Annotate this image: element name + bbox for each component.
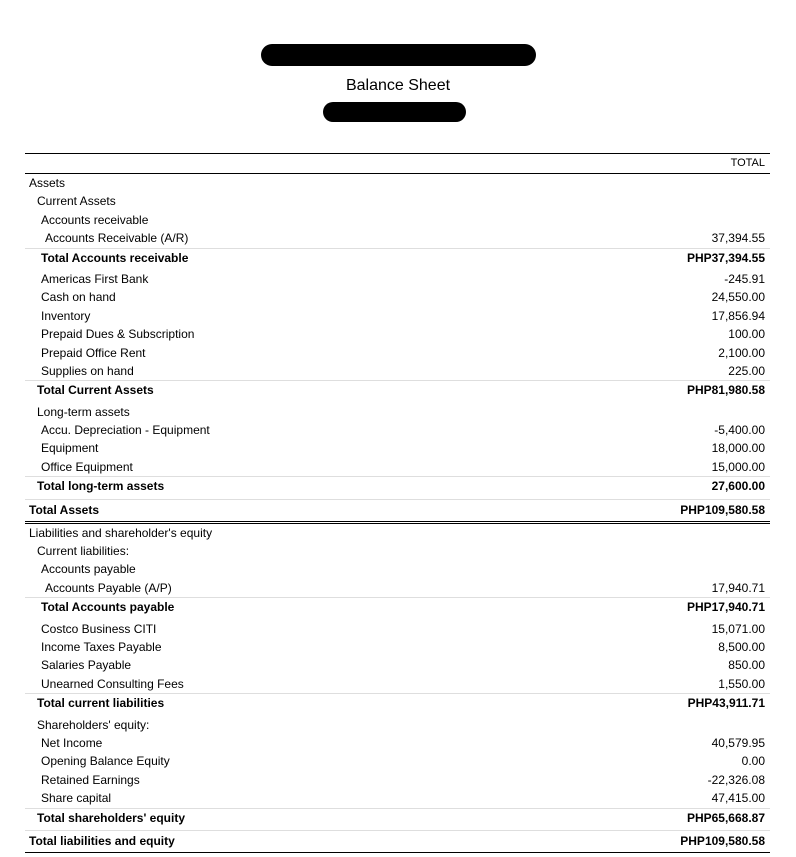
row-amount: 15,071.00 (711, 621, 765, 636)
table-row (25, 638, 770, 656)
row-amount: -5,400.00 (714, 423, 765, 438)
subtotal-row (25, 597, 770, 616)
row-label: Total shareholders' equity (37, 810, 185, 825)
row-label: Inventory (41, 308, 91, 323)
row-amount: 850.00 (728, 658, 765, 673)
redacted-report-date (323, 102, 466, 122)
row-label: Office Equipment (41, 459, 133, 474)
row-amount: 0.00 (741, 754, 765, 769)
row-label: Total Accounts receivable (41, 250, 189, 265)
row-amount: PHP17,940.71 (686, 600, 765, 615)
row-label: Total Assets (29, 502, 100, 517)
row-amount: 17,940.71 (711, 580, 765, 595)
row-label: Total liabilities and equity (29, 833, 175, 848)
row-label: Equipment (41, 441, 99, 456)
current-liabilities-heading: Current liabilities: (37, 544, 130, 559)
subtotal-row (25, 248, 770, 267)
row-label: Income Taxes Payable (41, 639, 162, 654)
table-row (25, 362, 770, 380)
grand-total-row (25, 830, 770, 853)
table-row (25, 734, 770, 752)
row-amount: 18,000.00 (711, 441, 765, 456)
current-assets-heading: Current Assets (37, 194, 116, 209)
balance-sheet-table (25, 153, 770, 853)
row-label: Cash on hand (41, 290, 116, 305)
long-term-assets-heading: Long-term assets (37, 404, 130, 419)
table-row (25, 307, 770, 325)
row-amount: 24,550.00 (711, 290, 765, 305)
table-row (25, 458, 770, 476)
section-row (25, 174, 770, 192)
redacted-company-name (261, 44, 536, 66)
row-label: Total current liabilities (37, 696, 165, 711)
row-amount: 37,394.55 (711, 231, 765, 246)
column-header-total: TOTAL (25, 154, 770, 174)
row-label: Share capital (41, 791, 112, 806)
table-row (25, 656, 770, 674)
row-amount: PHP81,980.58 (686, 383, 765, 398)
table-row (25, 421, 770, 439)
row-label: Supplies on hand (41, 363, 134, 378)
row-amount: 17,856.94 (711, 308, 765, 323)
accounts-payable-heading: Accounts payable (41, 562, 136, 577)
row-label: Prepaid Office Rent (41, 345, 146, 360)
row-label: Accu. Depreciation - Equipment (41, 423, 210, 438)
grand-total-row (25, 499, 770, 524)
report-title: Balance Sheet (345, 77, 451, 94)
row-amount: PHP43,911.71 (687, 696, 765, 711)
table-row (25, 344, 770, 362)
row-amount: PHP65,668.87 (686, 810, 765, 825)
table-row (25, 288, 770, 306)
table-row (25, 229, 770, 247)
section-row (25, 403, 770, 421)
row-amount: PHP109,580.58 (680, 833, 765, 848)
row-label: Unearned Consulting Fees (41, 676, 184, 691)
table-row (25, 439, 770, 457)
section-row (25, 542, 770, 560)
subtotal-row (25, 380, 770, 399)
row-label: Total Current Assets (37, 383, 154, 398)
row-amount: 8,500.00 (718, 639, 765, 654)
table-row (25, 270, 770, 288)
row-amount: 100.00 (728, 327, 765, 342)
section-row (25, 560, 770, 578)
row-label: Total long-term assets (37, 479, 165, 494)
row-label: Prepaid Dues & Subscription (41, 327, 195, 342)
row-label: Costco Business CITI (41, 621, 157, 636)
row-amount: 225.00 (728, 363, 765, 378)
row-label: Salaries Payable (41, 658, 132, 673)
row-amount: 40,579.95 (711, 735, 765, 750)
row-label: Retained Earnings (41, 772, 140, 787)
subtotal-row (25, 476, 770, 495)
liabilities-heading: Liabilities and shareholder's equity (29, 525, 213, 540)
row-label: Americas First Bank (41, 271, 149, 286)
accounts-receivable-heading: Accounts receivable (41, 212, 149, 227)
section-row (25, 524, 770, 542)
table-row (25, 325, 770, 343)
subtotal-row (25, 808, 770, 827)
row-amount: 15,000.00 (711, 459, 765, 474)
row-amount: PHP37,394.55 (686, 250, 765, 265)
row-label: Accounts Receivable (A/R) (45, 231, 189, 246)
row-amount: -22,326.08 (707, 772, 765, 787)
row-label: Total Accounts payable (41, 600, 175, 615)
section-row (25, 716, 770, 734)
table-row (25, 675, 770, 693)
shareholders-equity-heading: Shareholders' equity: (37, 717, 150, 732)
table-row (25, 752, 770, 770)
table-row (25, 771, 770, 789)
row-label: Opening Balance Equity (41, 754, 170, 769)
section-row (25, 211, 770, 229)
table-row (25, 579, 770, 597)
row-label: Accounts Payable (A/P) (45, 580, 172, 595)
row-amount: 47,415.00 (711, 791, 765, 806)
subtotal-row (25, 693, 770, 712)
row-amount: 1,550.00 (718, 676, 765, 691)
section-row (25, 192, 770, 210)
row-amount: -245.91 (724, 271, 765, 286)
row-label: Net Income (41, 735, 103, 750)
row-amount: PHP109,580.58 (680, 502, 765, 517)
row-amount: 27,600.00 (711, 479, 765, 494)
table-row (25, 620, 770, 638)
table-row (25, 789, 770, 807)
row-amount: 2,100.00 (718, 345, 765, 360)
assets-heading: Assets (29, 176, 66, 190)
